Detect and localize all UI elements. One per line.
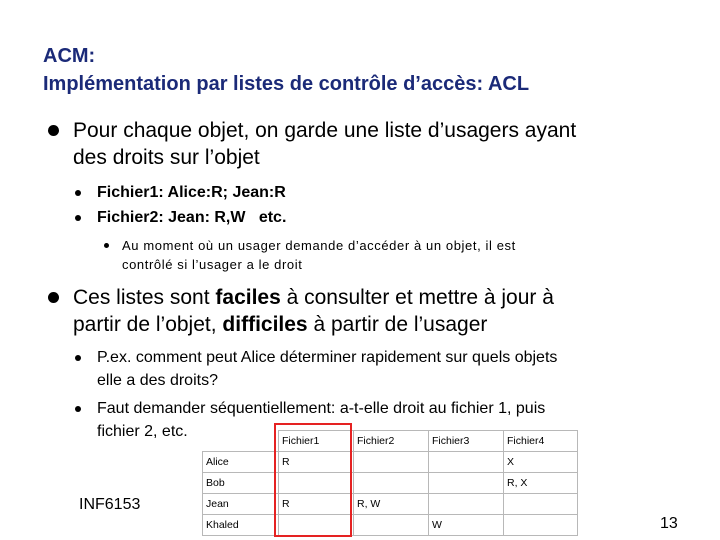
- row-header-user: Khaled: [203, 515, 279, 536]
- bullet-1: [48, 117, 576, 171]
- bullet-2: [48, 284, 554, 338]
- column-header: Fichier3: [429, 431, 504, 452]
- table-cell: [429, 452, 504, 473]
- table-cell: [504, 494, 578, 515]
- table-cell: [354, 515, 429, 536]
- table-header-row: [203, 431, 578, 452]
- table-cell: R, X: [504, 473, 578, 494]
- bullet-1-2-1: [104, 236, 516, 274]
- table-cell: W: [429, 515, 504, 536]
- row-header-user: Bob: [203, 473, 279, 494]
- bullet-1-2-1-line1: Au moment où un usager demande d’accéder à un objet, il est: [122, 238, 516, 253]
- table-cell: R: [279, 494, 354, 515]
- bullet-2-line2-pre: partir de l’objet,: [73, 313, 223, 336]
- bullet-dot-icon: [48, 125, 59, 136]
- bullet-2-1-line1: P.ex. comment peut Alice déterminer rapidement sur quels objets: [97, 349, 558, 366]
- bullet-2-line1-bold: faciles: [215, 286, 281, 309]
- bullet-1-1: [75, 181, 286, 204]
- bullet-dot-icon: [48, 292, 59, 303]
- table-row: [203, 452, 578, 473]
- slide-title-line2: Implémentation par listes de contrôle d’accès: ACL: [43, 73, 530, 95]
- table-cell: X: [504, 452, 578, 473]
- table-corner-cell: [203, 431, 279, 452]
- page-number: 13: [660, 515, 678, 532]
- column-header: Fichier2: [354, 431, 429, 452]
- table-cell: R: [279, 452, 354, 473]
- column-header: Fichier1: [279, 431, 354, 452]
- table-cell: [354, 473, 429, 494]
- bullet-dot-icon: [75, 406, 81, 412]
- bullet-2-line2-post: à partir de l’usager: [307, 313, 488, 336]
- bullet-2-line2-bold: difficiles: [222, 313, 308, 336]
- table-cell: [354, 452, 429, 473]
- bullet-dot-icon: [104, 243, 109, 248]
- course-code: INF6153: [79, 496, 141, 513]
- row-header-user: Alice: [203, 452, 279, 473]
- fichier1-column-highlight: [274, 423, 352, 537]
- table-row: [203, 515, 578, 536]
- bullet-1-2: [75, 206, 286, 229]
- bullet-1-line2: des droits sur l’objet: [73, 146, 260, 169]
- bullet-2-1: [75, 346, 557, 392]
- bullet-1-1-text: Fichier1: Alice:R; Jean:R: [97, 184, 286, 201]
- table-cell: [429, 494, 504, 515]
- table-cell: R, W: [354, 494, 429, 515]
- bullet-2-line1-post: à consulter et mettre à jour à: [280, 286, 554, 309]
- bullet-1-line1: Pour chaque objet, on garde une liste d’usagers ayant: [73, 119, 577, 142]
- bullet-2-line1-pre: Ces listes sont: [73, 286, 216, 309]
- bullet-2-2-line1: Faut demander séquentiellement: a-t-elle droit au fichier 1, puis: [97, 400, 546, 417]
- bullet-dot-icon: [75, 215, 81, 221]
- slide-title: [43, 42, 529, 98]
- table-cell: [429, 473, 504, 494]
- bullet-2-line1: [73, 284, 554, 311]
- bullet-2-2-line2: fichier 2, etc.: [97, 423, 188, 440]
- bullet-dot-icon: [75, 355, 81, 361]
- column-header: Fichier4: [504, 431, 578, 452]
- bullet-2-line2: [73, 311, 554, 338]
- slide-title-line1: ACM:: [43, 45, 96, 67]
- bullet-2-1-line2: elle a des droits?: [97, 372, 218, 389]
- table-row: [203, 473, 578, 494]
- table-cell: [504, 515, 578, 536]
- table-row: [203, 494, 578, 515]
- bullet-1-2-text: Fichier2: Jean: R,W etc.: [97, 209, 287, 226]
- bullet-dot-icon: [75, 190, 81, 196]
- bullet-1-2-1-line2: contrôlé si l’usager a le droit: [122, 257, 303, 272]
- acl-matrix-table: [202, 430, 578, 536]
- row-header-user: Jean: [203, 494, 279, 515]
